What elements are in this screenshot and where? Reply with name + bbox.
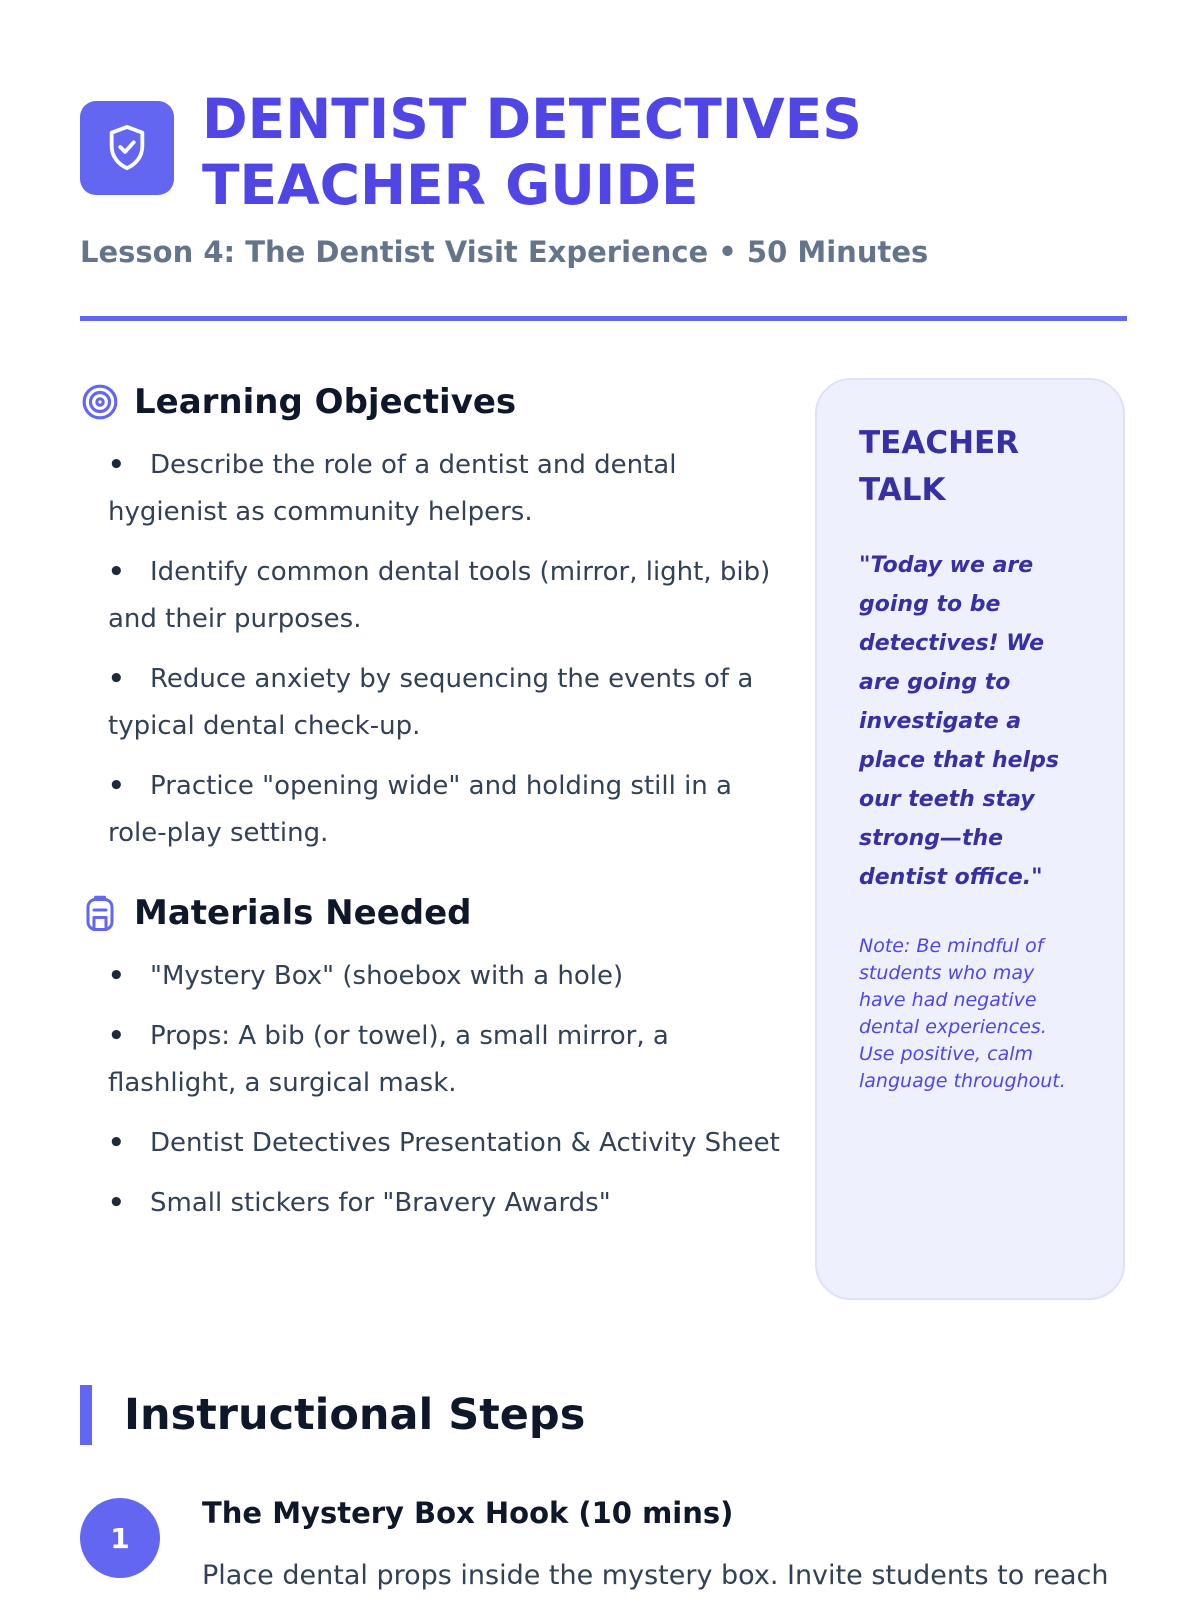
step-title: The Mystery Box Hook (10 mins)	[202, 1496, 734, 1530]
objectives-list	[108, 442, 780, 857]
teacher-talk-quote: "Today we are going to be detectives! We are going to investigate a place that helps our teeth stay strong—the dentist office."	[859, 553, 1059, 890]
header	[80, 86, 862, 218]
target-icon	[80, 382, 120, 422]
steps-section-header	[80, 1385, 585, 1445]
materials-heading: Materials Needed	[134, 893, 472, 933]
title-line-1: DENTIST DETECTIVES	[202, 87, 862, 151]
materials-list	[108, 953, 780, 1227]
list-item: • "Mystery Box" (shoebox with a hole)	[108, 961, 624, 991]
list-item: • Props: A bib (or towel), a small mirror, a flashlight, a surgical mask.	[108, 1021, 669, 1098]
backpack-icon	[80, 893, 120, 933]
teacher-talk-note: Note: Be mindful of students who may have had negative dental experiences. Use positive, calm language throughout.	[859, 935, 1066, 1092]
objectives-section	[80, 372, 780, 857]
objectives-heading: Learning Objectives	[134, 382, 517, 422]
logo	[80, 101, 174, 195]
title-line-2: TEACHER GUIDE	[202, 153, 699, 217]
heading-accent-bar	[80, 1385, 92, 1445]
list-item: • Small stickers for "Bravery Awards"	[108, 1188, 611, 1218]
page-title	[202, 86, 862, 218]
header-divider	[80, 316, 1127, 321]
materials-section	[80, 883, 780, 1227]
teacher-talk-card	[815, 378, 1125, 1300]
list-item: • Practice "opening wide" and holding still in a role-play setting.	[108, 771, 732, 848]
list-item: • Describe the role of a dentist and dental hygienist as community helpers.	[108, 450, 677, 527]
teacher-talk-heading: TEACHER TALK	[859, 425, 1020, 508]
steps-heading: Instructional Steps	[124, 1390, 586, 1440]
lesson-subtitle: Lesson 4: The Dentist Visit Experience • 50 Minutes	[80, 235, 929, 269]
list-item: • Reduce anxiety by sequencing the events of a typical dental check-up.	[108, 664, 754, 741]
step-description: Place dental props inside the mystery box. Invite students to reach	[202, 1560, 1109, 1591]
shield-check-icon	[104, 123, 150, 173]
step-number-badge: 1	[80, 1498, 160, 1578]
list-item: • Dentist Detectives Presentation & Activity Sheet	[108, 1128, 780, 1158]
main-column	[80, 372, 780, 1240]
list-item: • Identify common dental tools (mirror, light, bib) and their purposes.	[108, 557, 771, 634]
